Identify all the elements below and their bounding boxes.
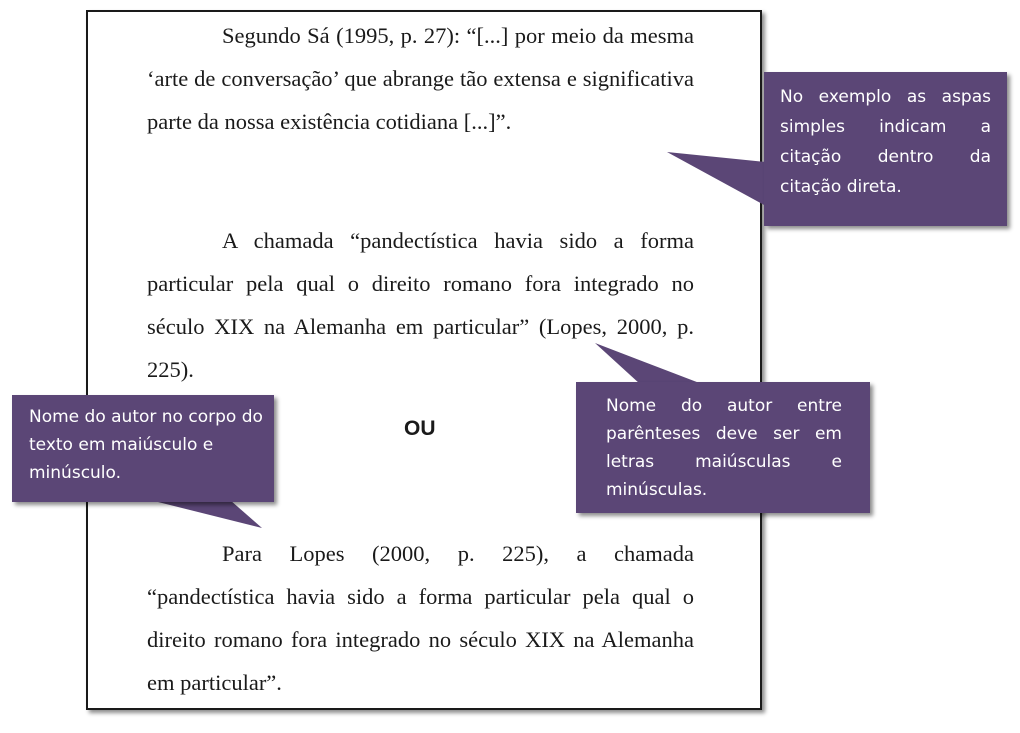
callout-single-quotes: No exemplo as aspas simples indicam a citação dentro da citação direta.	[764, 72, 1007, 226]
separator-text: OU	[404, 417, 436, 440]
callout-author-in-text: Nome do autor no corpo do texto em maiúsculo e minúsculo.	[12, 395, 274, 502]
callout-author-in-parentheses: Nome do autor entre parênteses deve ser em letras maiúsculas e minúsculas.	[576, 382, 870, 513]
paragraph-author-in-parentheses: A chamada “pandectística havia sido a forma particular pela qual o direito romano fora integrado no século XIX na Alemanha em particular” (Lopes, 2000, p. 225).	[147, 228, 694, 382]
paragraph-direct-quote: Segundo Sá (1995, p. 27): “[...] por meio da mesma ‘arte de conversação’ que abrange tão extensa e significativa parte da nossa existência cotidiana [...]”.	[147, 23, 694, 134]
paragraph-author-in-text: Para Lopes (2000, p. 225), a chamada “pandectística havia sido a forma particular pela qual o direito romano fora integrado no século XIX na Alemanha em particular”.	[147, 541, 694, 695]
